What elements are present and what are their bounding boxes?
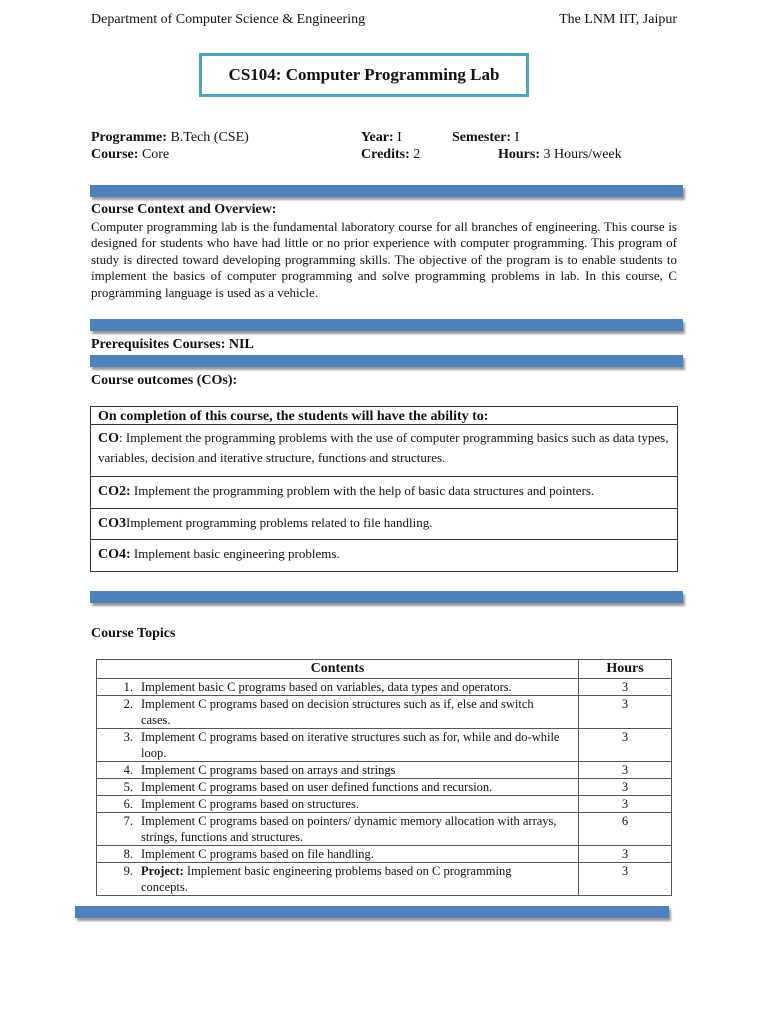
- outcome-code: CO3: [98, 516, 126, 531]
- course-value: Core: [141, 147, 170, 162]
- topic-text: Implement C programs based on iterative structures such as for, while and do-while loop.: [141, 730, 560, 760]
- institute-name: The LNM IIT, Jaipur: [559, 12, 677, 27]
- topic-number: 1.: [123, 680, 133, 694]
- table-row: [97, 796, 672, 813]
- topic-hours: 3: [579, 779, 672, 796]
- outcome-text: Implement programming problems related to file handling.: [126, 515, 433, 530]
- topic-hours: 3: [579, 762, 672, 779]
- topic-number: 4.: [123, 763, 133, 777]
- topic-hours: 3: [579, 846, 672, 863]
- table-row: [97, 846, 672, 863]
- programme-label: Programme:: [91, 130, 167, 145]
- department-name: Department of Computer Science & Engineering: [91, 12, 366, 27]
- topic-number: 2.: [123, 697, 133, 711]
- semester-field: [452, 130, 519, 146]
- topic-hours: 3: [579, 863, 672, 896]
- table-row: [97, 762, 672, 779]
- context-paragraph: Computer programming lab is the fundamental laboratory course for all branches of engineering. This course is designed for students who have had little or no prior experience with computer programming. This program of study is directed toward developing programming skills. The objective of the program is to enable students to implement the basics of computer programming and solve programming problems in lab. In this course, C programming language is used as a vehicle.: [91, 219, 677, 300]
- topics-table: [96, 659, 672, 896]
- topic-hours: 3: [579, 796, 672, 813]
- topics-header-row: [97, 660, 672, 679]
- outcome-text: Implement the programming problem with the help of basic data structures and pointers.: [130, 483, 595, 498]
- year-value: I: [397, 130, 402, 145]
- table-row: [97, 779, 672, 796]
- semester-label: Semester:: [452, 130, 512, 145]
- topic-hours: 3: [579, 696, 672, 729]
- year-field: [361, 130, 402, 146]
- outcome-code: CO: [98, 431, 119, 446]
- project-label: Project:: [141, 864, 184, 878]
- hours-value: 3 Hours/week: [543, 147, 622, 162]
- topic-number: 9.: [123, 864, 133, 878]
- course-title: [199, 53, 529, 97]
- table-row: [97, 679, 672, 696]
- outcome-row: [91, 477, 677, 509]
- hours-column-header: Hours: [579, 660, 672, 679]
- outcome-row: [91, 509, 677, 540]
- topic-text-container: [141, 863, 561, 895]
- topic-hours: 3: [579, 729, 672, 762]
- hours-field: [498, 147, 622, 163]
- semester-value: I: [514, 130, 520, 145]
- topic-text: Implement C programs based on arrays and strings: [141, 763, 396, 777]
- course-title-text: CS104: Computer Programming Lab: [228, 65, 500, 84]
- table-row: [97, 863, 672, 896]
- section-divider-bar: [90, 591, 683, 603]
- topic-text: Implement C programs based on pointers/ dynamic memory allocation with arrays, strings, functions and structures.: [141, 814, 557, 844]
- table-row: [97, 729, 672, 762]
- prerequisites-heading: Prerequisites Courses: NIL: [91, 337, 254, 352]
- topic-text: Implement C programs based on decision structures such as if, else and switch cases.: [141, 697, 534, 727]
- credits-value: 2: [413, 147, 421, 162]
- topic-text: Implement basic engineering problems based on C programming concepts.: [141, 864, 512, 894]
- topic-hours: 6: [579, 813, 672, 846]
- credits-field: [361, 147, 420, 163]
- contents-column-header: Contents: [97, 660, 579, 679]
- year-label: Year:: [361, 130, 394, 145]
- topic-hours: 3: [579, 679, 672, 696]
- credits-label: Credits:: [361, 147, 410, 162]
- section-divider-bar: [90, 319, 683, 331]
- programme-field: [91, 130, 249, 146]
- hours-label: Hours:: [498, 147, 540, 162]
- topic-number: 3.: [123, 730, 133, 744]
- topic-number: 6.: [123, 797, 133, 811]
- outcome-code: CO2:: [98, 484, 131, 499]
- topic-number: 7.: [123, 814, 133, 828]
- outcomes-heading: Course outcomes (COs):: [91, 373, 238, 388]
- programme-value: B.Tech (CSE): [170, 130, 249, 145]
- topic-number: 8.: [123, 847, 133, 861]
- section-divider-bar: [90, 185, 683, 197]
- table-row: [97, 696, 672, 729]
- outcomes-table: [90, 406, 678, 572]
- topic-text: Implement C programs based on file handling.: [141, 847, 374, 861]
- outcome-text: : Implement the programming problems with the use of computer programming basics such as data types, variables, decision and iterative structure, functions and structures.: [98, 430, 669, 465]
- outcome-code: CO4:: [98, 547, 131, 562]
- topic-text: Implement C programs based on user defined functions and recursion.: [141, 780, 493, 794]
- topics-heading: Course Topics: [91, 626, 176, 641]
- topic-number: 5.: [123, 780, 133, 794]
- section-divider-bar: [75, 906, 669, 918]
- course-label: Course:: [91, 147, 139, 162]
- course-field: [91, 147, 169, 163]
- outcome-row: [91, 540, 677, 571]
- table-row: [97, 813, 672, 846]
- section-divider-bar: [90, 355, 683, 367]
- context-heading: Course Context and Overview:: [91, 202, 277, 217]
- outcome-row: [91, 425, 677, 477]
- topic-text: Implement C programs based on structures.: [141, 797, 360, 811]
- outcome-text: Implement basic engineering problems.: [130, 546, 340, 561]
- topic-text: Implement basic C programs based on variables, data types and operators.: [141, 680, 512, 694]
- outcomes-table-header: On completion of this course, the students will have the ability to:: [91, 407, 677, 425]
